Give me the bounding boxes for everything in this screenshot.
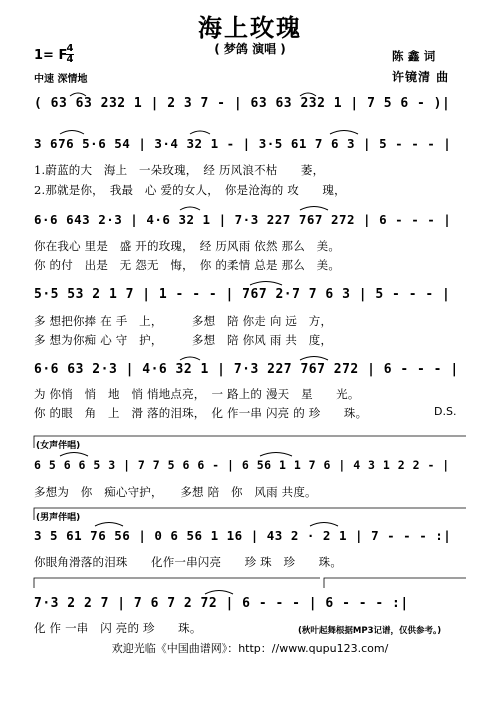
section-bracket (34, 436, 466, 448)
lyric-row-2b: 你 的付 出是 无 怨无 悔， 你 的柔情 总是 那么 美。 (34, 258, 341, 272)
lyricist-credit: 陈 鑫 词 (392, 49, 436, 63)
time-signature (65, 44, 75, 65)
dal-segno-mark: D.S. (434, 405, 457, 418)
lyric-row-4a: 为 你悄 悄 地 悄 悄地点亮， 一 路上的 漫天 星 光。 (34, 387, 360, 401)
slur-mark (260, 453, 292, 457)
section-bracket (34, 508, 466, 520)
singer-credit: ( 梦鸽 演唱 ) (214, 42, 286, 56)
notation-row-5: 6 5 6 6 5 3 | 7 7 5 6 6 - | 6 56 1 1 7 6 | 4 3 1 2 2 - | (34, 458, 450, 472)
slur-mark (60, 453, 88, 457)
slur-mark (180, 357, 200, 360)
slur-mark (180, 207, 200, 210)
lyric-row-1b: 2.那就是你， 我最 心 爱的女人， 你是沧海的 攻 瑰， (34, 183, 346, 197)
lyric-row-7: 化 作 一串 闪 亮的 珍 珠。 (34, 621, 202, 635)
slur-mark (300, 357, 328, 361)
transcription-note: (秋叶起舞根据MP3记谱，仅供参考。) (298, 626, 442, 636)
lyric-row-3a: 多 想把你捧 在 手 上， 多想 陪 你走 向 远 方， (34, 314, 333, 328)
male-backing-label: (男声伴唱) (36, 513, 81, 523)
tempo-marking: 中速 深情地 (34, 74, 88, 85)
slur-mark (330, 131, 358, 135)
notation-row-6: 3 5 61 76 56 | 0 6 56 1 16 | 43 2 · 2 1 | 7 - - - :| (34, 528, 452, 543)
lyric-row-2a: 你在我心 里是 盛 开的玫瑰， 经 历风雨 依然 那么 美。 (34, 239, 341, 253)
notation-row-3: 5·5 53 2 1 7 | 1 - - - | 767 2·7 7 6 3 | 5 - - - | (34, 287, 451, 302)
key-signature: 1= F (34, 48, 68, 63)
lyric-row-5: 多想为 你 痴心守护， 多想 陪 你 风雨 共度。 (34, 485, 317, 499)
female-backing-label: (女声伴唱) (36, 441, 81, 451)
lyric-row-3b: 多 想为你痴 心 守 护， 多想 陪 你风 雨 共 度， (34, 333, 333, 347)
notation-row-intro: ( 63 63 232 1 | 2 3 7 - | 63 63 232 1 | 7 5 6 - )| (34, 96, 451, 111)
time-signature-bottom: 4 (66, 54, 74, 65)
volta-bracket (34, 578, 320, 588)
slur-mark (190, 131, 210, 134)
time-signature-top: 4 (66, 43, 74, 54)
slur-mark (205, 591, 233, 595)
notation-row-1: 3 676 5·6 54 | 3·4 32 1 - | 3·5 61 7 6 3 | 5 - - - | (34, 136, 452, 151)
notation-row-4: 6·6 63 2·3 | 4·6 32 1 | 7·3 227 767 272 | 6 - - - | (34, 362, 459, 377)
notation-row-2: 6·6 643 2·3 | 4·6 32 1 | 7·3 227 767 272 | 6 - - - | (34, 212, 452, 227)
slur-mark (300, 207, 328, 211)
notation-row-7: 7·3 2 2 7 | 7 6 7 2 72 | 6 - - - | 6 - - - :| (34, 596, 409, 611)
volta-bracket (324, 578, 466, 588)
lyric-row-6: 你眼角滑落的泪珠 化作一串闪亮 珍 珠 珍 珠。 (34, 555, 343, 569)
lyric-row-4b: 你 的眼 角 上 滑 落的泪珠， 化 作一串 闪亮 的 珍 珠。 (34, 406, 368, 420)
slur-mark (250, 282, 282, 286)
song-title: 海上玫瑰 (198, 13, 302, 42)
slur-mark (60, 131, 84, 135)
lyric-row-1a: 1.蔚蓝的大 海上 一朵玫瑰， 经 历风浪不枯 萎， (34, 163, 325, 177)
site-footer: 欢迎光临《中国曲谱网》：http：//www.qupu123.com/ (111, 642, 389, 655)
slur-mark (95, 523, 123, 527)
slur-mark (310, 523, 338, 527)
composer-credit: 许镜清 曲 (392, 70, 450, 84)
